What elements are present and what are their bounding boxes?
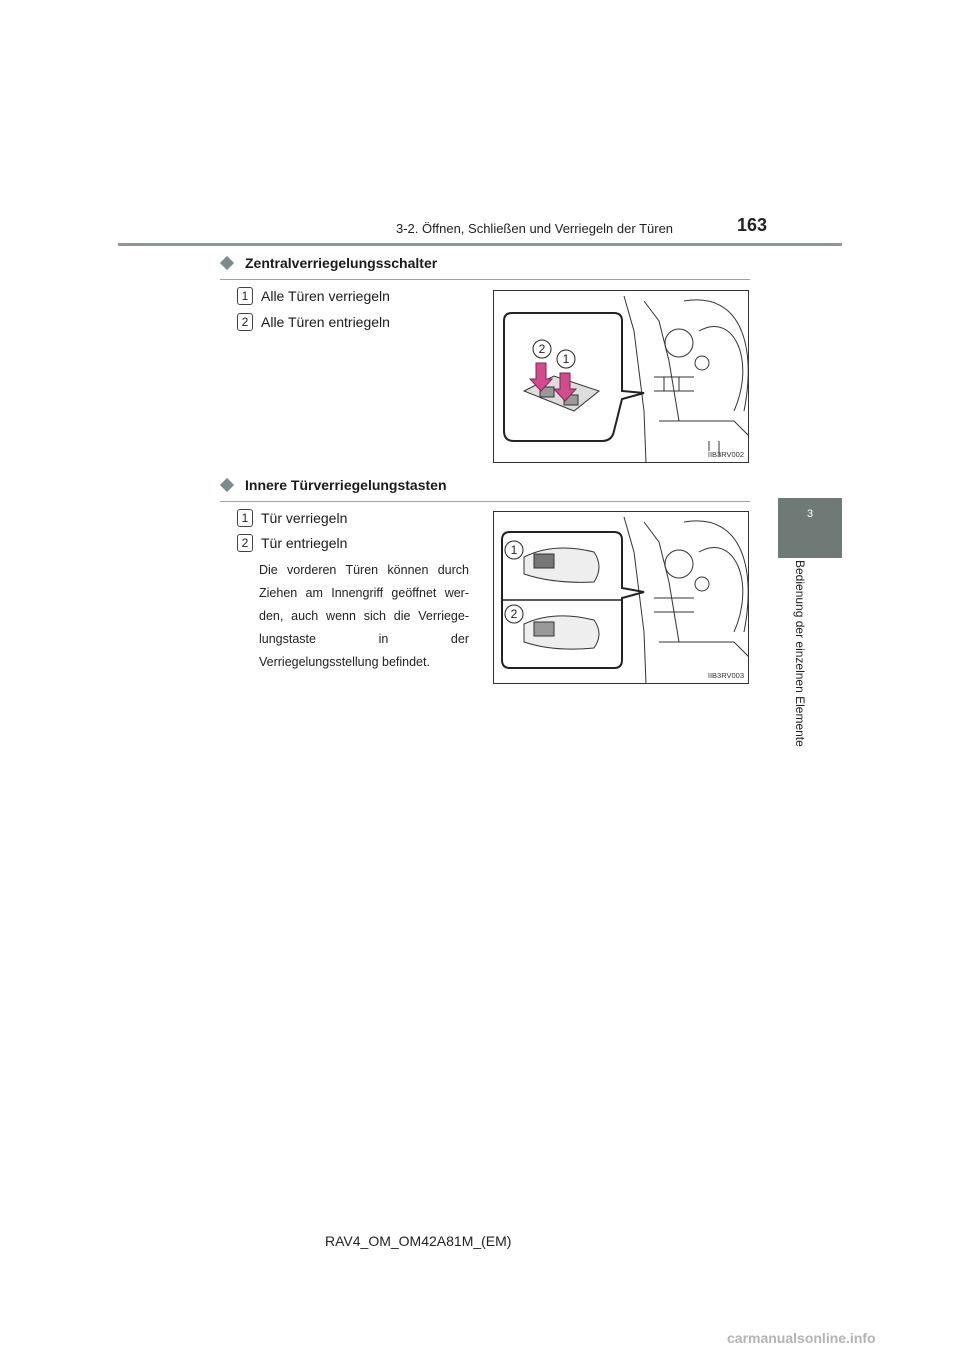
header-divider [118, 243, 842, 246]
figure-inner-lock-buttons [493, 511, 749, 684]
item-number-badge: 1 [237, 287, 253, 305]
diamond-icon [220, 478, 234, 492]
section-title: Zentralverriegelungsschalter [245, 255, 438, 271]
figure-central-lock-switch [493, 290, 749, 463]
section-heading-inner-lock-buttons [220, 477, 750, 502]
item-number-badge: 1 [237, 509, 253, 527]
chapter-label: Bedienung der einzelnen Elemente [793, 560, 807, 747]
list-item [237, 534, 347, 554]
figure-code: IIB3RV003 [707, 671, 744, 680]
diamond-icon [220, 256, 234, 270]
item-label: Tür verriegeln [261, 510, 348, 526]
chapter-title: 3-2. Öffnen, Schließen und Verriegeln der Türen [396, 221, 674, 236]
document-code: RAV4_OM_OM42A81M_(EM) [325, 1233, 512, 1249]
list-item [237, 287, 390, 307]
section-title: Innere Türverriegelungstasten [245, 477, 447, 493]
inner-lock-buttons-illustration [494, 512, 749, 684]
item-label: Tür entriegeln [261, 535, 348, 551]
page-number: 163 [737, 215, 768, 235]
central-lock-switch-illustration [494, 291, 749, 463]
note-paragraph: Die vorderen Türen können durch Ziehen am Innengriff geöffnet wer-den, auch wenn sich die Verriege-lungstaste in der Verriegelungsstellung befindet. [259, 563, 469, 669]
callout-label: 1 [562, 352, 570, 366]
item-number-badge: 2 [237, 534, 253, 552]
chapter-number: 3 [806, 508, 814, 520]
chapter-tab [778, 498, 842, 558]
item-label: Alle Türen entriegeln [261, 314, 390, 330]
figure-code: IIB3RV002 [707, 450, 744, 459]
list-item [237, 509, 347, 529]
callout-label: 2 [510, 607, 518, 621]
callout-label: 2 [538, 342, 546, 356]
watermark: carmanualsonline.info [727, 1330, 876, 1346]
item-label: Alle Türen verriegeln [261, 288, 390, 304]
list-item [237, 313, 390, 333]
callout-label: 1 [510, 543, 518, 557]
item-number-badge: 2 [237, 313, 253, 331]
section-heading-central-locking [220, 255, 750, 280]
